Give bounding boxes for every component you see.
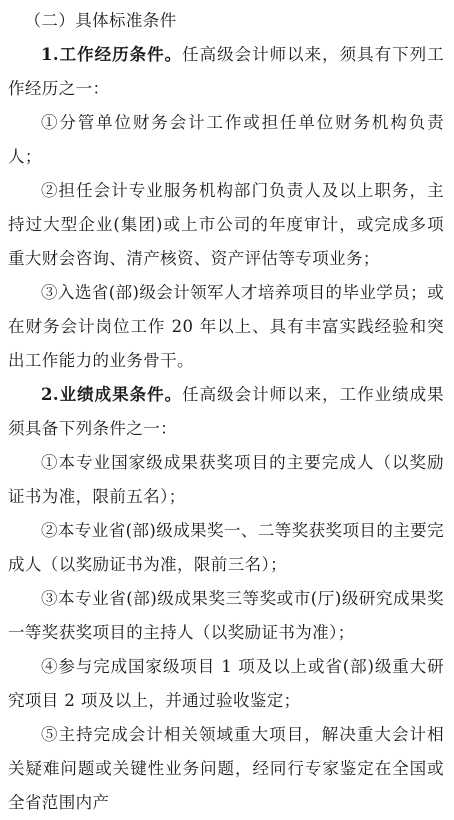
achievement-item-1: ①本专业国家级成果获奖项目的主要完成人（以奖励证书为准，限前五名）； bbox=[8, 453, 444, 506]
work-experience-title: 1.工作经历条件。 bbox=[41, 45, 183, 64]
achievement-item-3: ③本专业省(部)级成果奖三等奖或市(厅)级研究成果奖一等奖获奖项目的主持人（以奖励证书为准）； bbox=[8, 589, 444, 642]
work-experience-paragraph bbox=[8, 38, 444, 106]
section-heading: （二）具体标准条件 bbox=[24, 11, 177, 30]
achievements-paragraph bbox=[8, 378, 444, 446]
achievements-intro: 任高级会计师以来，工作业绩成果须具备下列条件之一： bbox=[8, 385, 445, 438]
achievement-item-2: ②本专业省(部)级成果奖一、二等奖获奖项目的主要完成人（以奖励证书为准，限前三名）； bbox=[8, 521, 444, 574]
work-experience-item-3: ③入选省(部)级会计领军人才培养项目的毕业学员；或在财务会计岗位工作 20 年以上、具有丰富实践经验和突出工作能力的业务骨干。 bbox=[8, 283, 444, 370]
achievement-item-4: ④参与完成国家级项目 1 项及以上或省(部)级重大研究项目 2 项及以上，并通过验收鉴定； bbox=[8, 657, 444, 710]
achievement-item-5: ⑤主持完成会计相关领域重大项目，解决重大会计相关疑难问题或关键性业务问题，经同行专家鉴定在全国或全省范围内产 bbox=[8, 725, 444, 812]
work-experience-item-1: ①分管单位财务会计工作或担任单位财务机构负责人； bbox=[8, 113, 444, 166]
achievements-title: 2.业绩成果条件。 bbox=[41, 385, 183, 404]
work-experience-intro: 任高级会计师以来，须具有下列工作经历之一： bbox=[8, 45, 445, 98]
work-experience-item-2: ②担任会计专业服务机构部门负责人及以上职务，主持过大型企业(集团)或上市公司的年度审计，或完成多项重大财会咨询、清产核资、资产评估等专项业务； bbox=[8, 181, 444, 268]
